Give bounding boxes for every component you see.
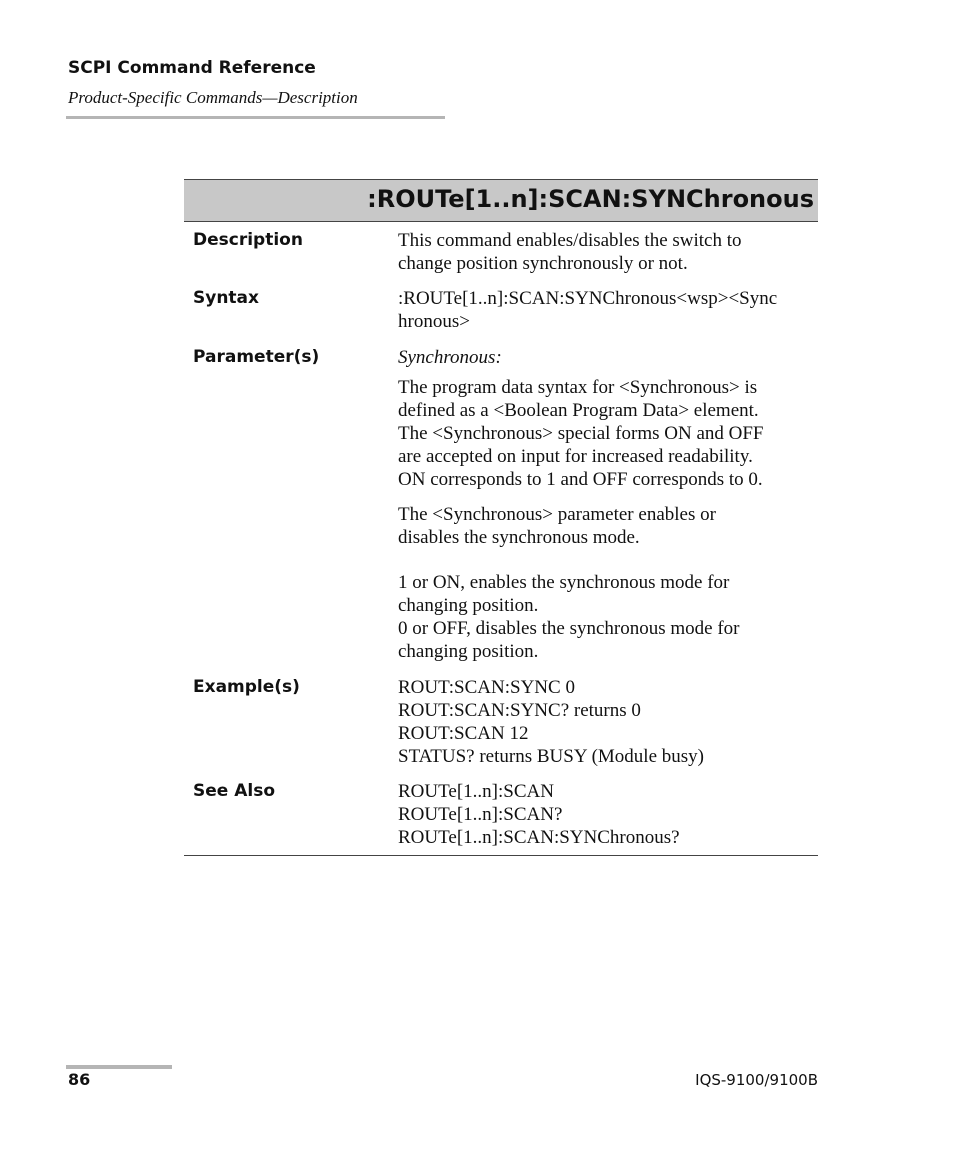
syntax-line: hronous> [398, 311, 470, 332]
see-also-label: See Also [193, 781, 276, 801]
command-title-bar [184, 179, 818, 222]
parameter-paragraph-2 [398, 503, 818, 549]
footer-model: IQS-9100/9100B [695, 1071, 818, 1089]
parameter-line: changing position. [398, 595, 539, 616]
parameter-line: ON corresponds to 1 and OFF corresponds to 0. [398, 469, 763, 490]
parameter-paragraph-1 [398, 376, 818, 491]
see-also-line: ROUTe[1..n]:SCAN:SYNChronous? [398, 827, 680, 848]
parameter-line: The program data syntax for <Synchronous> is [398, 377, 758, 398]
see-also-line: ROUTe[1..n]:SCAN [398, 781, 554, 802]
example-line: ROUT:SCAN:SYNC 0 [398, 677, 575, 698]
parameter-name: Synchronous: [398, 347, 502, 368]
header-rule [66, 116, 445, 119]
parameter-line: defined as a <Boolean Program Data> element. [398, 400, 759, 421]
see-also-line: ROUTe[1..n]:SCAN? [398, 804, 563, 825]
description-text [398, 229, 818, 275]
parameter-line: changing position. [398, 641, 539, 662]
description-line: This command enables/disables the switch to [398, 230, 742, 251]
parameter-line: 0 or OFF, disables the synchronous mode for [398, 618, 740, 639]
command-title: :ROUTe[1..n]:SCAN:SYNChronous [367, 185, 814, 213]
page-number: 86 [68, 1070, 91, 1089]
example-line: STATUS? returns BUSY (Module busy) [398, 746, 704, 767]
parameter-line: disables the synchronous mode. [398, 527, 640, 548]
example-line: ROUT:SCAN:SYNC? returns 0 [398, 700, 641, 721]
parameter-paragraph-3 [398, 571, 818, 663]
parameter-line: The <Synchronous> parameter enables or [398, 504, 716, 525]
syntax-line: :ROUTe[1..n]:SCAN:SYNChronous<wsp><Sync [398, 288, 778, 309]
description-line: change position synchronously or not. [398, 253, 688, 274]
footer-rule [66, 1065, 172, 1069]
examples-label: Example(s) [193, 677, 300, 697]
parameter-line: are accepted on input for increased readability. [398, 446, 753, 467]
examples-text [398, 676, 818, 768]
syntax-text [398, 287, 818, 333]
header-subtitle: Product-Specific Commands—Description [68, 88, 358, 107]
table-bottom-rule [184, 855, 818, 856]
syntax-label: Syntax [193, 288, 259, 308]
parameter-line: 1 or ON, enables the synchronous mode for [398, 572, 730, 593]
parameters-label: Parameter(s) [193, 347, 320, 367]
parameter-line: The <Synchronous> special forms ON and OFF [398, 423, 764, 444]
header-title: SCPI Command Reference [68, 58, 316, 78]
description-label: Description [193, 230, 303, 250]
see-also-text [398, 780, 818, 849]
example-line: ROUT:SCAN 12 [398, 723, 529, 744]
